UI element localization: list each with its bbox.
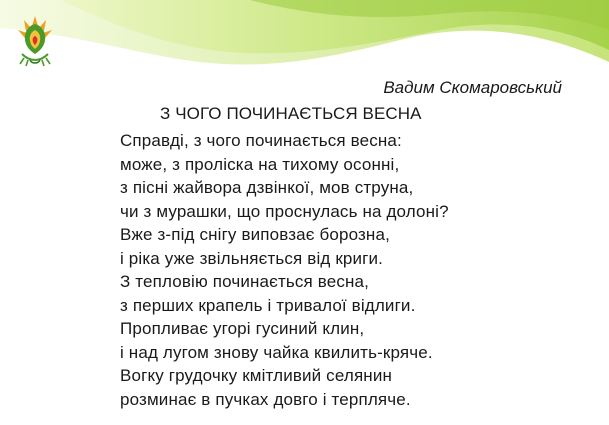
poem-line: З тепловію починається весна, [120, 272, 370, 291]
poem-line: Справді, з чого починається весна: [120, 131, 402, 150]
poem-line: може, з проліска на тихому осонні, [120, 154, 400, 174]
flower-wreath-icon [14, 12, 56, 68]
poem-line: Вже з-під снігу виповзає борозна, [120, 225, 390, 244]
poem-line: з перших крапель і тривалої відлиги. [120, 295, 416, 315]
poem-body [120, 129, 449, 411]
poem-line: і над лугом знову чайка квилить-кряче. [120, 342, 433, 362]
poem-line: і ріка уже звільняється від криги. [120, 248, 384, 268]
poem-line: Вогку грудочку кмітливий селянин [120, 366, 393, 385]
poem-line: розминає в пучках довго і терпляче. [120, 389, 411, 409]
poem-author: Вадим Скомаровський [383, 78, 562, 97]
poem-line: чи з мурашки, що проснулась на долоні? [120, 201, 449, 221]
poem-title: З ЧОГО ПОЧИНАЄТЬСЯ ВЕСНА [160, 104, 422, 123]
poem-line: Пропливає угорі гусиний клин, [120, 319, 365, 338]
poem-line: з пісні жайвора дзвінкої, мов струна, [120, 178, 414, 197]
